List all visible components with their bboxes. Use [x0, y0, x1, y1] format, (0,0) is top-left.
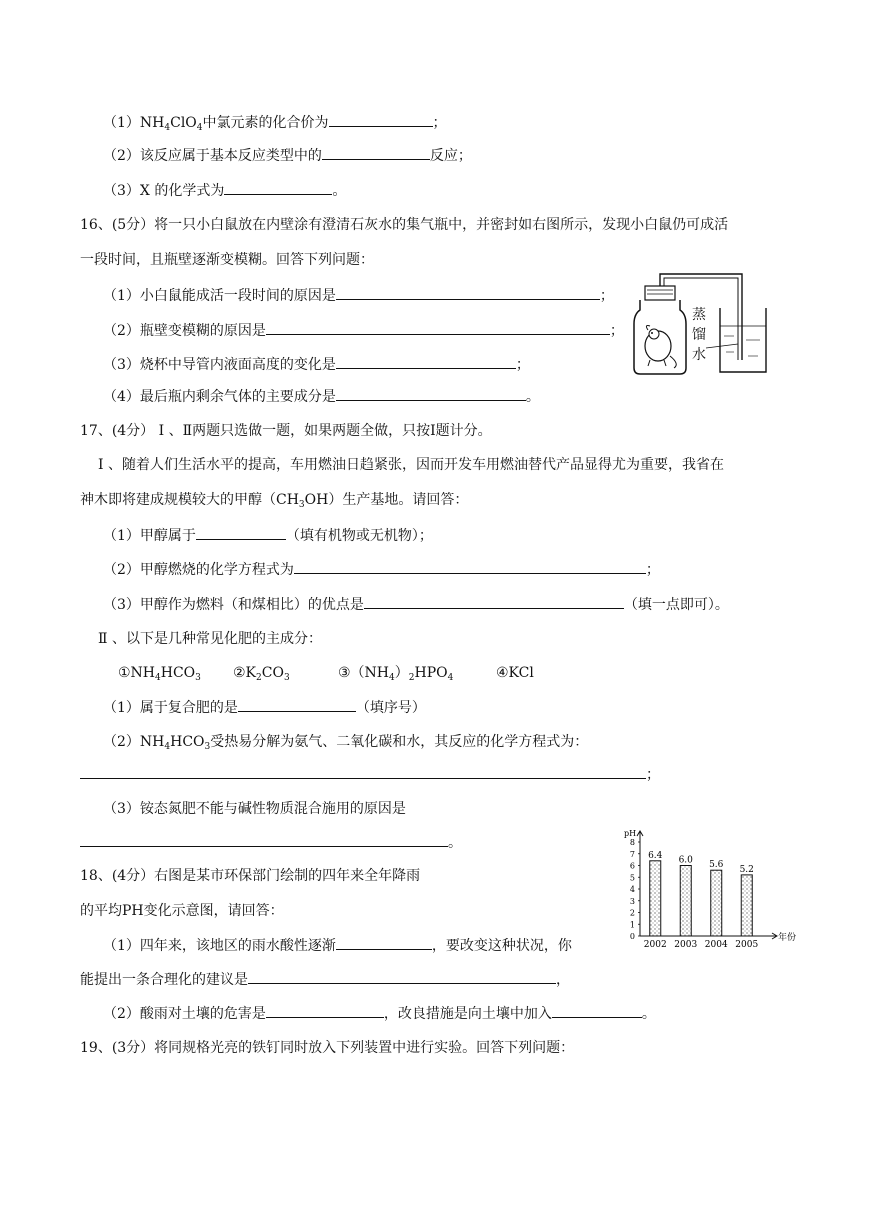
y-tick-label: 6	[629, 861, 635, 871]
y-tick-label: 5	[629, 873, 635, 883]
q17-ii-part3: （3）铵态氮肥不能与碱性物质混合施用的原因是	[103, 801, 406, 817]
q18-stem-line2: 的平均PH变化示意图，请回答：	[80, 903, 284, 919]
q16-part1: （1）小白鼠能成活一段时间的原因是 ；	[103, 285, 614, 306]
q17-i-part2: （2）甲醇燃烧的化学方程式为 ；	[103, 559, 660, 580]
fertilizer-4: ④KCl	[496, 665, 534, 681]
answer-blank[interactable]	[364, 594, 624, 609]
bar-data-label: 6.0	[678, 855, 693, 866]
bar-data-label: 6.4	[648, 850, 663, 861]
y-tick-label: 7	[629, 849, 635, 859]
y-tick-label: 0	[629, 932, 635, 941]
y-tick-label: 4	[629, 885, 635, 894]
bar	[680, 866, 691, 937]
q15-part2: （2）该反应属于基本反应类型中的 反应；	[103, 145, 472, 166]
x-tick-label: 2005	[735, 940, 759, 950]
answer-blank[interactable]	[248, 969, 556, 984]
answer-blank[interactable]	[336, 935, 432, 950]
fertilizer-2: $②K_2CO_3$	[233, 665, 290, 683]
answer-blank[interactable]	[336, 354, 516, 369]
answer-blank[interactable]	[266, 320, 610, 335]
y-tick-label: 8	[629, 838, 635, 847]
answer-blank[interactable]	[294, 559, 646, 574]
answer-blank[interactable]	[80, 832, 448, 847]
x-tick-label: 2004	[704, 940, 728, 950]
q17-i-line2: 神木即将建成规模较大的甲醇$(CH_3OH)$生产基地。请回答：	[80, 492, 469, 510]
bar-data-label: 5.6	[709, 860, 724, 871]
beaker-label-2: 馏	[692, 327, 706, 343]
bar	[650, 861, 661, 936]
q16-stem-line1: 16、(5分）将一只小白鼠放在内壁涂有澄清石灰水的集气瓶中，并密封如右图所示，发现小白鼠仍可成活	[80, 217, 729, 233]
q17-stem: 17、(4分） Ⅰ 、Ⅱ两题只选做一题，如果两题全做，只按Ⅰ题计分。	[80, 423, 492, 439]
q18-part1-line2: 能提出一条合理化的建议是 ，	[80, 969, 570, 990]
x-tick-label: 2003	[674, 940, 698, 950]
answer-blank[interactable]	[224, 180, 332, 195]
q16-part4: （4）最后瓶内剩余气体的主要成分是 。	[103, 386, 540, 407]
x-axis-label: 年份	[778, 933, 797, 943]
q17-ii-stem: Ⅱ 、以下是几种常见化肥的主成分：	[98, 631, 322, 647]
answer-blank[interactable]	[336, 386, 526, 401]
q15-part3: （3）X 的化学式为 。	[103, 180, 346, 201]
answer-blank[interactable]	[322, 145, 430, 160]
q15-part1: $(1)NH_4ClO_4$中氯元素的化合价为 ；	[103, 112, 447, 138]
answer-blank[interactable]	[266, 1003, 384, 1018]
fertilizer-3: $③(NH_4)_2HPO_4$	[338, 665, 454, 683]
q17-ii-part1: （1）属于复合肥的是 （填序号）	[103, 697, 426, 718]
answer-blank[interactable]	[196, 525, 286, 540]
beaker-label-3: 水	[692, 347, 706, 363]
q18-part2: （2）酸雨对土壤的危害是 ，改良措施是向土壤中加入 。	[103, 1003, 656, 1024]
ph-bar-chart	[622, 828, 797, 950]
q17-i-part1: （1）甲醇属于 （填有机物或无机物）；	[103, 525, 433, 546]
answer-blank[interactable]	[238, 697, 356, 712]
bar	[741, 875, 752, 936]
answer-blank[interactable]	[552, 1003, 642, 1018]
q16-part3: （3）烧杯中导管内液面高度的变化是 ；	[103, 354, 530, 375]
q17-ii-part3-answer: 。	[80, 832, 462, 853]
q17-ii-part2-answer: ；	[80, 764, 660, 785]
fertilizer-1: $①NH_4HCO_3$	[118, 665, 201, 683]
q17-i-part3: （3）甲醇作为燃料（和煤相比）的优点是 （填一点即可）。	[103, 594, 729, 615]
y-tick-label: 2	[629, 908, 635, 918]
q16-part2: （2）瓶壁变模糊的原因是 ；	[103, 320, 624, 341]
q17-i-line1: Ⅰ 、随着人们生活水平的提高，车用燃油日趋紧张，因而开发车用燃油替代产品显得尤为重要，我省在	[98, 457, 724, 473]
bar-data-label: 5.2	[739, 864, 754, 875]
q17-ii-part2: $(2)NH_4HCO_3$受热易分解为氨气、二氧化碳和水，其反应的化学方程式为：	[103, 734, 589, 752]
beaker-label-1: 蒸	[692, 307, 706, 323]
q19-stem: 19、(3分）将同规格光亮的铁钉同时放入下列装置中进行实验。回答下列问题：	[80, 1040, 575, 1056]
y-tick-label: 1	[629, 920, 635, 930]
bar	[711, 870, 722, 936]
q18-part1: （1）四年来，该地区的雨水酸性逐渐 ，要改变这种状况，你	[103, 935, 572, 956]
x-tick-label: 2002	[643, 940, 667, 950]
answer-blank[interactable]	[329, 112, 433, 127]
y-axis-label: pH	[624, 829, 637, 838]
answer-blank[interactable]	[336, 285, 600, 300]
y-tick-label: 3	[629, 896, 635, 906]
mouse-bottle-diagram	[630, 268, 778, 378]
answer-blank[interactable]	[80, 764, 646, 779]
q18-stem-line1: 18、(4分）右图是某市环保部门绘制的四年来全年降雨	[80, 868, 421, 884]
q16-stem-line2: 一段时间，且瓶壁逐渐变模糊。回答下列问题：	[80, 252, 374, 268]
